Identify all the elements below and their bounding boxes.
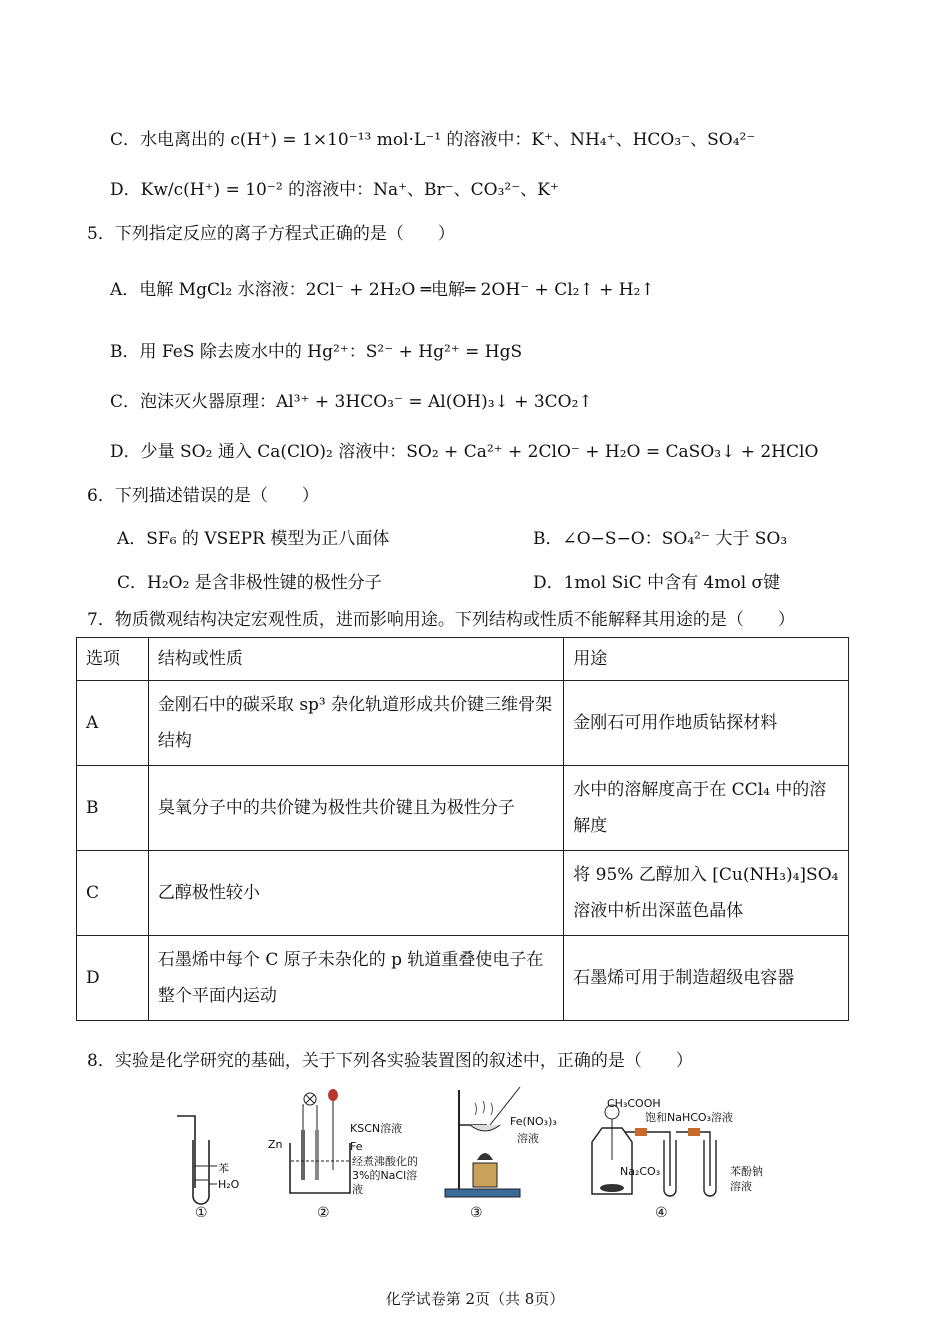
row-structure: 石墨烯中每个 C 原子未杂化的 p 轨道重叠使电子在整个平面内运动: [148, 936, 563, 1021]
row-structure: 金刚石中的碳采取 sp³ 杂化轨道形成共价键三维骨架结构: [148, 681, 563, 766]
table-row: [77, 681, 849, 766]
row-use: 金刚石可用作地质钻探材料: [564, 681, 849, 766]
q5-option-c: C．泡沫灭火器原理：Al³⁺ + 3HCO₃⁻ = Al(OH)₃↓ + 3CO₂↑: [110, 392, 593, 412]
figure-4-number: ④: [655, 1205, 668, 1221]
q6-stem: 6．下列描述错误的是（ ）: [87, 486, 319, 506]
row-option: B: [77, 766, 149, 851]
evaporation-figure-3: [435, 1085, 525, 1203]
row-structure: 乙醇极性较小: [148, 851, 563, 936]
q5-option-d: D．少量 SO₂ 通入 Ca(ClO)₂ 溶液中：SO₂ + Ca²⁺ + 2ClO⁻ + H₂O = CaSO₃↓ + 2HClO: [110, 442, 819, 462]
phenolate-label: 苯酚钠: [730, 1165, 763, 1178]
q5-option-a: A．电解 MgCl₂ 水溶液：2Cl⁻ + 2H₂O ═电解═ 2OH⁻ + Cl₂↑ + H₂↑: [110, 280, 655, 300]
row-use: 水中的溶解度高于在 CCl₄ 中的溶解度: [564, 766, 849, 851]
page-footer: 化学试卷第 2页（共 8页）: [385, 1290, 565, 1308]
test-tube-figure-1: [165, 1110, 245, 1210]
row-option: D: [77, 936, 149, 1021]
row-use: 石墨烯可用于制造超级电容器: [564, 936, 849, 1021]
q6-option-b: B．∠O−S−O：SO₄²⁻ 大于 SO₃: [533, 529, 788, 549]
fe-no3-solution-label: 溶液: [517, 1132, 539, 1145]
q8-figures: [165, 1085, 785, 1225]
header-use: 用途: [564, 638, 849, 681]
fe-label: Fe: [350, 1140, 363, 1153]
nahco3-label: 饱和NaHCO₃溶液: [645, 1111, 733, 1124]
q8-stem: 8．实验是化学研究的基础，关于下列各实验装置图的叙述中，正确的是（ ）: [87, 1051, 693, 1071]
header-option: 选项: [77, 638, 149, 681]
table-row: [77, 936, 849, 1021]
phenolate-solution-label: 溶液: [730, 1180, 752, 1193]
row-option: C: [77, 851, 149, 936]
q7-table: [76, 637, 849, 1021]
table-row: [77, 766, 849, 851]
table-row: [77, 851, 849, 936]
row-option: A: [77, 681, 149, 766]
figure-1-number: ①: [195, 1205, 208, 1221]
header-structure: 结构或性质: [148, 638, 563, 681]
q5-stem: 5．下列指定反应的离子方程式正确的是（ ）: [87, 224, 455, 244]
fe-no3-label: Fe(NO₃)₃: [510, 1115, 557, 1128]
water-label: H₂O: [218, 1178, 240, 1191]
q7-stem: 7．物质微观结构决定宏观性质，进而影响用途。下列结构或性质不能解释其用途的是（ ）: [87, 610, 795, 630]
row-use: 将 95% 乙醇加入 [Cu(NH₃)₄]SO₄ 溶液中析出深蓝色晶体: [564, 851, 849, 936]
acetic-acid-label: CH₃COOH: [607, 1097, 661, 1110]
figure-3-number: ③: [470, 1205, 483, 1221]
kscn-label: KSCN溶液: [350, 1122, 403, 1135]
q6-option-a: A．SF₆ 的 VSEPR 模型为正八面体: [117, 529, 390, 549]
figure-2-number: ②: [317, 1205, 330, 1221]
na2co3-label: Na₂CO₃: [620, 1165, 661, 1178]
benzene-label: 苯: [218, 1162, 229, 1175]
nacl-label: 经煮沸酸化的3%的NaCl溶液: [352, 1155, 418, 1196]
q4-option-d: D．Kw/c(H⁺) = 10⁻² 的溶液中：Na⁺、Br⁻、CO₃²⁻、K⁺: [110, 180, 559, 200]
q5-option-b: B．用 FeS 除去废水中的 Hg²⁺：S²⁻ + Hg²⁺ = HgS: [110, 342, 523, 362]
table-header-row: [77, 638, 849, 681]
row-structure: 臭氧分子中的共价键为极性共价键且为极性分子: [148, 766, 563, 851]
zn-label: Zn: [268, 1138, 283, 1151]
q6-option-c: C．H₂O₂ 是含非极性键的极性分子: [117, 573, 382, 593]
q6-option-d: D．1mol SiC 中含有 4mol σ键: [533, 573, 781, 593]
q4-option-c: C．水电离出的 c(H⁺) = 1×10⁻¹³ mol·L⁻¹ 的溶液中：K⁺、NH₄⁺、HCO₃⁻、SO₄²⁻: [110, 130, 756, 150]
